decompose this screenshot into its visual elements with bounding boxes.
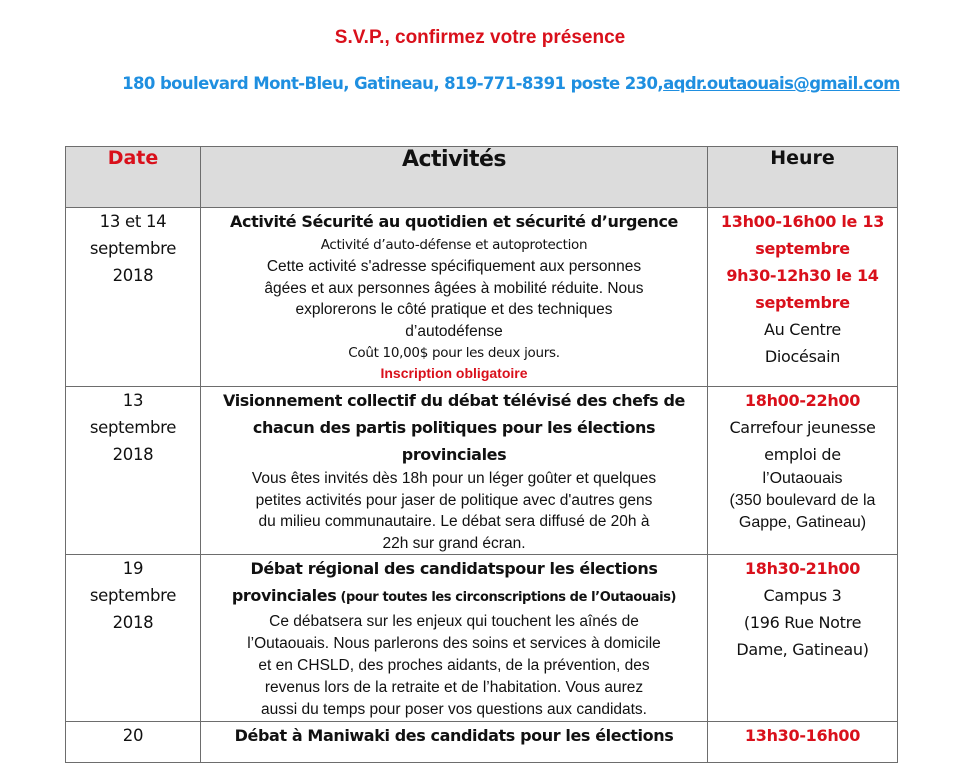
table-header-row — [66, 147, 898, 208]
contact-email-link[interactable]: aqdr.outaouais@gmail.com — [663, 74, 900, 93]
activity-cell — [201, 555, 708, 722]
column-header-heure: Heure — [708, 147, 898, 208]
time-cell — [708, 387, 898, 555]
date-cell — [66, 555, 201, 722]
date-line: septembre — [89, 586, 177, 605]
contact-info — [0, 74, 960, 93]
activity-title-line: Visionnement collectif du débat télévisé des chefs de — [223, 391, 685, 410]
desc-line: explorerons le côté pratique et des techniques — [295, 301, 613, 318]
place-line: (196 Rue Notre — [743, 613, 862, 632]
date-line: septembre — [89, 239, 177, 258]
activity-title-line — [201, 582, 707, 611]
desc-line: Cette activité s'adresse spécifiquement aux personnes — [266, 258, 642, 275]
date-line: 13 et 14 — [99, 212, 167, 231]
activity-subtitle: Activité d’auto-défense et autoprotection — [320, 237, 588, 253]
date-line: 19 — [122, 559, 144, 578]
desc-line: Ce débatsera sur les enjeux qui touchent les aînés de — [269, 613, 639, 630]
activity-cell — [201, 722, 708, 763]
desc-line: revenus lors de la retraite et de l’habitation. Vous aurez — [264, 679, 644, 696]
place-line: l’Outaouais — [762, 470, 843, 487]
time-line: 18h30-21h00 — [744, 559, 861, 578]
place-line: Dame, Gatineau) — [736, 640, 869, 659]
desc-line: d’autodéfense — [405, 322, 503, 340]
place-line: Au Centre — [764, 320, 841, 339]
activity-title-note: (pour toutes les circonscriptions de l’Outaouais) — [336, 590, 677, 605]
schedule-table — [65, 146, 898, 763]
activity-cell — [201, 208, 708, 387]
date-cell — [66, 722, 201, 763]
activity-title-line: chacun des partis politiques pour les élections — [252, 418, 656, 437]
date-line: 2018 — [112, 266, 154, 285]
desc-line: l’Outaouais. Nous parlerons des soins et services à domicile — [247, 635, 661, 652]
time-line: 18h00-22h00 — [744, 391, 861, 410]
date-line: 20 — [122, 726, 144, 745]
date-cell — [66, 208, 201, 387]
activity-description — [201, 468, 707, 554]
place-line: Gappe, Gatineau) — [738, 514, 867, 531]
time-line: 13h00-16h00 le 13 — [720, 212, 885, 231]
activity-description — [201, 611, 707, 721]
date-line: 2018 — [112, 613, 154, 632]
date-cell — [66, 387, 201, 555]
place-line: Campus 3 — [763, 586, 842, 605]
desc-line: et en CHSLD, des proches aidants, de la prévention, des — [258, 657, 650, 674]
desc-line: petites activités pour jaser de politique avec d'autres gens — [255, 491, 653, 509]
activity-description — [201, 256, 707, 342]
activity-cell — [201, 387, 708, 555]
desc-line: aussi du temps pour poser vos questions aux candidats. — [260, 701, 647, 718]
activity-title-text: provinciales — [231, 586, 337, 605]
activity-title: Activité Sécurité au quotidien et sécurité d’urgence — [230, 212, 678, 231]
time-line: 13h30-16h00 — [744, 726, 861, 745]
column-header-date: Date — [66, 147, 201, 208]
date-line: 13 — [122, 391, 144, 410]
activity-title-line: Débat régional des candidatspour les élections — [250, 559, 658, 578]
place-line: Carrefour jeunesse — [729, 418, 876, 437]
registration-note: Inscription obligatoire — [380, 365, 528, 381]
contact-address: 180 boulevard Mont-Bleu, Gatineau, 819-771-8391 poste 230, — [122, 74, 664, 93]
place-line: Diocésain — [764, 347, 841, 366]
time-line: septembre — [755, 293, 850, 312]
time-line: septembre — [755, 239, 850, 258]
time-cell — [708, 555, 898, 722]
time-cell — [708, 208, 898, 387]
activity-cost: Coût 10,00$ pour les deux jours. — [348, 345, 560, 361]
desc-line: Vous êtes invités dès 18h pour un léger goûter et quelques — [251, 470, 657, 487]
desc-line: 22h sur grand écran. — [382, 534, 526, 552]
table-row — [66, 387, 898, 555]
desc-line: du milieu communautaire. Le débat sera diffusé de 20h à — [258, 513, 650, 530]
time-cell — [708, 722, 898, 763]
table-row — [66, 555, 898, 722]
activity-title-line: Débat à Maniwaki des candidats pour les élections — [234, 726, 674, 745]
place-line: (350 boulevard de la — [729, 492, 876, 509]
table-row — [66, 208, 898, 387]
time-line: 9h30-12h30 le 14 — [726, 266, 879, 285]
date-line: 2018 — [112, 445, 154, 464]
date-line: septembre — [89, 418, 177, 437]
rsvp-title: S.V.P., confirmez votre présence — [334, 27, 626, 48]
activity-title-line: provinciales — [401, 445, 507, 464]
desc-line: âgées et aux personnes âgées à mobilité réduite. Nous — [264, 279, 644, 297]
table-row — [66, 722, 898, 763]
place-line: emploi de — [764, 445, 841, 464]
column-header-activites: Activités — [201, 147, 708, 208]
